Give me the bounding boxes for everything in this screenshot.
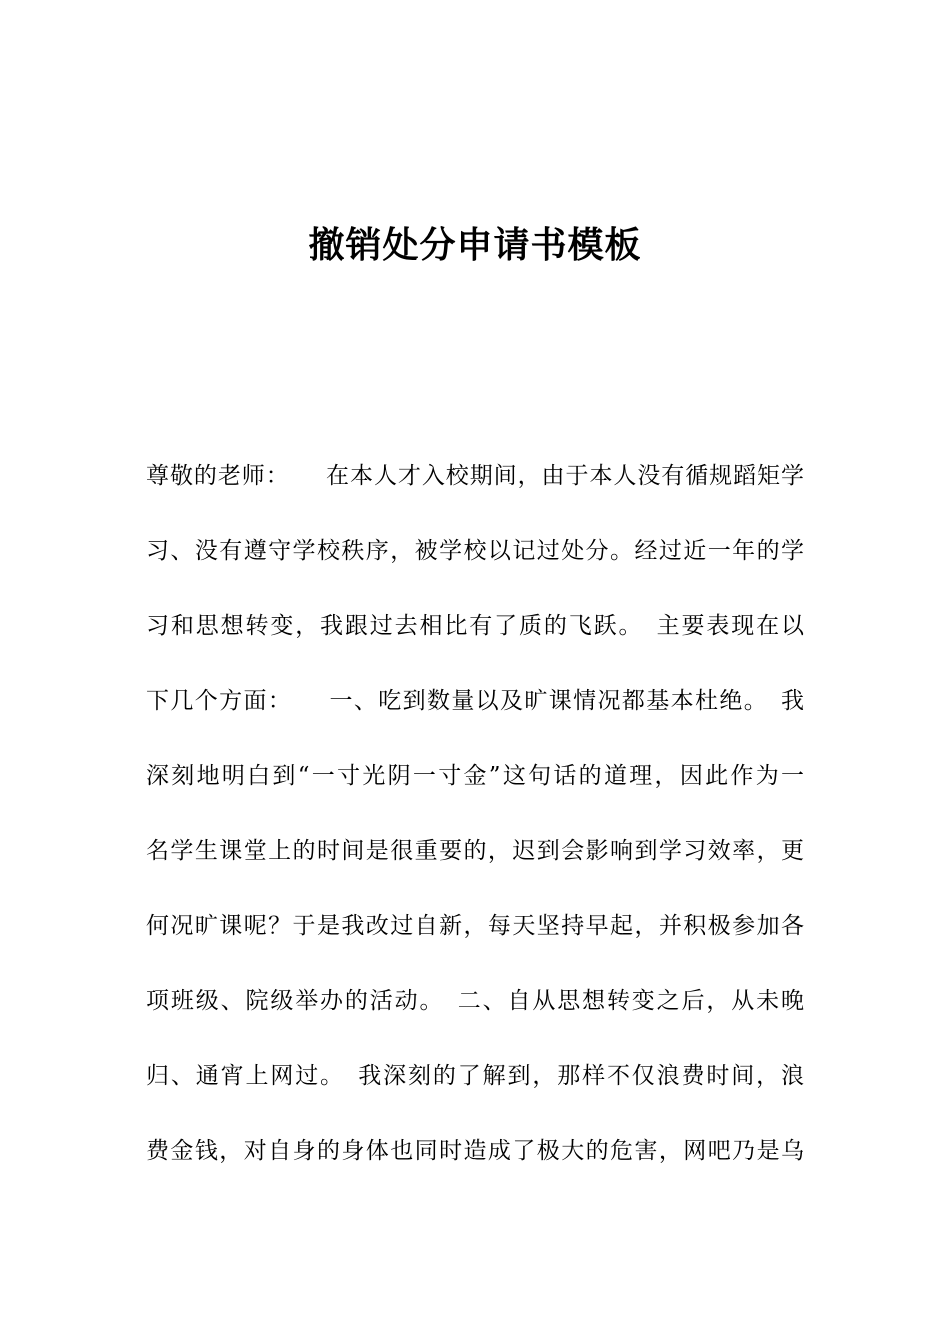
body-line: 深刻地明白到“一寸光阴一寸金”这句话的道理，因此作为一 <box>146 763 804 789</box>
body-line: 何况旷课呢？于是我改过自新，每天坚持早起，并积极参加各 <box>146 913 804 939</box>
document-title: 撤销处分申请书模板 <box>308 225 642 266</box>
document-body <box>146 458 806 1208</box>
body-line: 习、没有遵守学校秩序，被学校以记过处分。经过近一年的学 <box>146 538 804 564</box>
body-line: 费金钱，对自身的身体也同时造成了极大的危害，网吧乃是乌 <box>146 1138 804 1164</box>
body-line: 名学生课堂上的时间是很重要的，迟到会影响到学习效率，更 <box>146 838 804 864</box>
body-line: 下几个方面： 一、吃到数量以及旷课情况都基本杜绝。 我 <box>146 688 804 714</box>
body-line: 习和思想转变，我跟过去相比有了质的飞跃。 主要表现在以 <box>146 613 804 639</box>
body-line: 尊敬的老师： 在本人才入校期间，由于本人没有循规蹈矩学 <box>146 463 804 489</box>
body-line: 项班级、院级举办的活动。 二、自从思想转变之后，从未晚 <box>146 988 804 1014</box>
body-line: 归、通宵上网过。 我深刻的了解到，那样不仅浪费时间，浪 <box>146 1063 804 1089</box>
